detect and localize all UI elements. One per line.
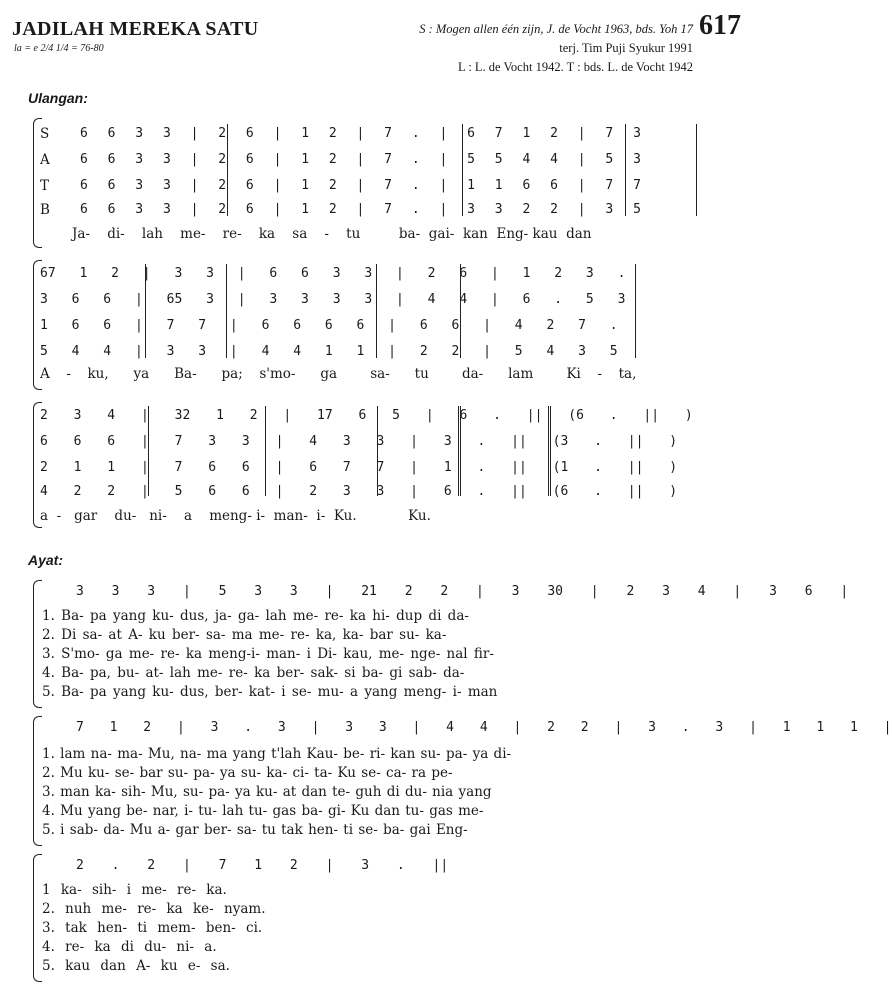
- refrain-label: Ulangan:: [28, 90, 88, 106]
- verse-line-5: 5. Ba- pa yang ku- dus, ber- kat- i se- mu- a yang meng- i- man: [42, 684, 498, 700]
- notes-tenor: 1 6 6 | 7 7 | 6 6 6 6 | 6 6 | 4 2 7 .: [40, 318, 618, 333]
- credit-music: L : L. de Vocht 1942. T : bds. L. de Vocht 1942: [458, 60, 693, 74]
- system-brace: [33, 854, 42, 982]
- lyrics-line: A - ku, ya Ba- pa; s'mo- ga sa- tu da- lam Ki - ta,: [40, 366, 637, 382]
- credits-block: [419, 20, 693, 77]
- notes-bass: 6 6 3 3 | 2 6 | 1 2 | 7 . | 3 3 2 2 | 3 5: [80, 202, 641, 217]
- verse-line-2: 2. Di sa- at A- ku ber- sa- ma me- re- ka, ka- bar su- ka-: [42, 627, 447, 643]
- tempo-marking: la = e 2/4 1/4 = 76-80: [14, 43, 104, 54]
- verse-label: Ayat:: [28, 552, 64, 568]
- notes-soprano: 67 1 2 | 3 3 | 6 6 3 3 | 2 6 | 1 2 3 .: [40, 266, 626, 281]
- notes-alto: 3 6 6 | 65 3 | 3 3 3 3 | 4 4 | 6 . 5 3: [40, 292, 626, 307]
- lyrics-line: a - gar du- ni- a meng- i- man- i- Ku. Ku.: [40, 508, 431, 524]
- system-brace: [33, 716, 42, 846]
- verse-line-3: 3. tak hen- ti mem- ben- ci.: [42, 920, 263, 936]
- verse-line-4: 4. re- ka di du- ni- a.: [42, 939, 217, 955]
- notes-alto: 6 6 3 3 | 2 6 | 1 2 | 7 . | 5 5 4 4 | 5 3: [80, 152, 641, 167]
- part-row-bass: B: [40, 202, 50, 218]
- verse-line-5: 5. i sab- da- Mu a- gar ber- sa- tu tak hen- ti se- ba- gai Eng-: [42, 822, 468, 838]
- verse-line-3: 3. S'mo- ga me- re- ka meng-i- man- i Di- kau, me- nge- nal fir-: [42, 646, 494, 662]
- notes-tenor: 6 6 3 3 | 2 6 | 1 2 | 7 . | 1 1 6 6 | 7 7: [80, 178, 641, 193]
- hymn-number: 617: [699, 10, 741, 41]
- barline: [635, 264, 636, 358]
- verse-line-5: 5. kau dan A- ku e- sa.: [42, 958, 230, 974]
- verse-melody-2: 7 1 2 | 3 . 3 | 3 3 | 4 4 | 2 2 | 3 . 3 | 1 1 1 |: [76, 720, 892, 735]
- verse-line-2: 2. Mu ku- se- bar su- pa- ya su- ka- ci- ta- Ku se- ca- ra pe-: [42, 765, 453, 781]
- notes-soprano: 2 3 4 | 32 1 2 | 17 6 5 | 6 . || (6 . || ): [40, 408, 693, 423]
- part-row-alto: A: [40, 152, 50, 168]
- verse-line-1: 1. Ba- pa yang ku- dus, ja- ga- lah me- re- ka hi- dup di da-: [42, 608, 469, 624]
- barline: [696, 124, 697, 216]
- notes-alto: 6 6 6 | 7 3 3 | 4 3 3 | 3 . || (3 . || ): [40, 434, 678, 449]
- part-row-tenor: T: [40, 178, 50, 194]
- notes-bass: 4 2 2 | 5 6 6 | 2 3 3 | 6 . || (6 . || ): [40, 484, 678, 499]
- verse-line-3: 3. man ka- sih- Mu, su- pa- ya ku- at dan te- guh di du- nia yang: [42, 784, 492, 800]
- verse-line-1: 1 ka- sih- i me- re- ka.: [42, 882, 227, 898]
- verse-melody-3: 2 . 2 | 7 1 2 | 3 . ||: [76, 858, 449, 873]
- credit-source: S : Mogen allen één zijn, J. de Vocht 1963, bds. Yoh 17: [419, 22, 693, 36]
- notes-soprano: 6 6 3 3 | 2 6 | 1 2 | 7 . | 6 7 1 2 | 7 3: [80, 126, 641, 141]
- verse-line-2: 2. nuh me- re- ka ke- nyam.: [42, 901, 266, 917]
- system-brace: [33, 580, 42, 708]
- verse-line-4: 4. Ba- pa, bu- at- lah me- re- ka ber- sak- si ba- gi sab- da-: [42, 665, 465, 681]
- verse-line-4: 4. Mu yang be- nar, i- tu- lah tu- gas ba- gi- Ku dan tu- gas me-: [42, 803, 484, 819]
- notes-bass: 5 4 4 | 3 3 | 4 4 1 1 | 2 2 | 5 4 3 5: [40, 344, 618, 359]
- lyrics-line: Ja- di- lah me- re- ka sa - tu ba- gai- kan Eng- kau dan: [72, 226, 592, 242]
- credit-translation: terj. Tim Puji Syukur 1991: [559, 41, 693, 55]
- verse-line-1: 1. lam na- ma- Mu, na- ma yang t'lah Kau- be- ri- kan su- pa- ya di-: [42, 746, 512, 762]
- verse-melody-1: 3 3 3 | 5 3 3 | 21 2 2 | 3 30 | 2 3 4 | 3 6 |: [76, 584, 849, 599]
- song-title: JADILAH MEREKA SATU: [12, 18, 259, 40]
- part-row-soprano: S: [40, 126, 50, 142]
- notes-tenor: 2 1 1 | 7 6 6 | 6 7 7 | 1 . || (1 . || ): [40, 460, 678, 475]
